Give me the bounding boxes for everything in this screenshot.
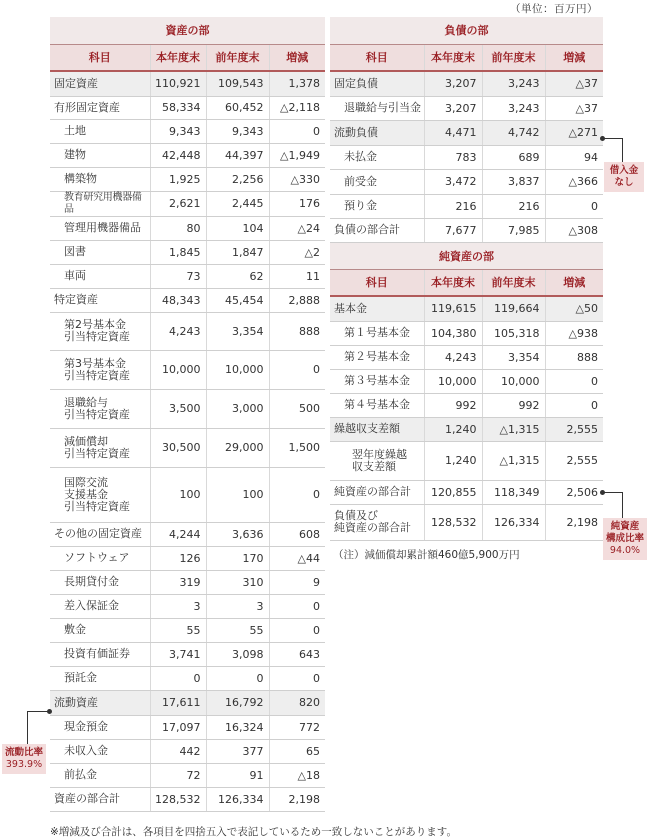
change-value: 0	[545, 369, 603, 393]
change-value: 0	[545, 393, 603, 417]
col-item: 科目	[330, 269, 424, 296]
current-value: 10,000	[150, 350, 206, 389]
row-label: 第１号基本金	[330, 321, 424, 345]
previous-value: △1,315	[482, 441, 545, 480]
netassets-section-title: 純資産の部	[330, 242, 603, 269]
row-label: 未収入金	[50, 739, 150, 763]
previous-value: 45,454	[206, 288, 269, 312]
current-value: 4,244	[150, 522, 206, 546]
current-value: 1,925	[150, 167, 206, 191]
previous-value: 91	[206, 763, 269, 787]
change-value: 1,378	[269, 71, 325, 96]
current-value: 128,532	[150, 787, 206, 811]
table-row	[50, 666, 325, 690]
row-label: 管理用機器備品	[50, 216, 150, 240]
row-label: 差入保証金	[50, 594, 150, 618]
row-label: ソフトウェア	[50, 546, 150, 570]
table-row	[50, 787, 325, 811]
row-label: 前払金	[50, 763, 150, 787]
current-ratio-connector	[27, 711, 49, 712]
col-previous: 前年度末	[482, 269, 545, 296]
current-value: 100	[150, 467, 206, 522]
table-row	[50, 739, 325, 763]
previous-value: 310	[206, 570, 269, 594]
previous-value: 29,000	[206, 428, 269, 467]
table-row	[330, 480, 603, 504]
previous-value: 126,334	[482, 504, 545, 540]
borrowing-line1: 借入金	[609, 165, 639, 176]
col-item: 科目	[330, 44, 424, 71]
row-label: 基本金	[330, 296, 424, 321]
previous-value: 119,664	[482, 296, 545, 321]
table-row	[330, 441, 603, 480]
table-row	[50, 467, 325, 522]
change-value: 9	[269, 570, 325, 594]
row-label: 第２号基本金	[330, 345, 424, 369]
table-row	[50, 389, 325, 428]
row-label: 未払金	[330, 145, 424, 169]
row-label: 第３号基本金	[330, 369, 424, 393]
col-current: 本年度末	[424, 44, 482, 71]
change-value: 0	[269, 119, 325, 143]
col-change: 増減	[545, 269, 603, 296]
assets-table	[50, 17, 325, 812]
table-row	[50, 312, 325, 350]
change-value: 2,888	[269, 288, 325, 312]
current-value: 80	[150, 216, 206, 240]
previous-value: 44,397	[206, 143, 269, 167]
current-value: 783	[424, 145, 482, 169]
previous-value: 2,256	[206, 167, 269, 191]
table-row	[330, 296, 603, 321]
table-row	[330, 417, 603, 441]
previous-value: 62	[206, 264, 269, 288]
borrowing-connector	[603, 138, 623, 139]
previous-value: 60,452	[206, 96, 269, 119]
table-row	[50, 642, 325, 666]
previous-value: 104	[206, 216, 269, 240]
current-value: 4,243	[150, 312, 206, 350]
change-value: △18	[269, 763, 325, 787]
netassets-column-header	[330, 269, 603, 296]
previous-value: 105,318	[482, 321, 545, 345]
row-label: 退職給与引当金	[330, 96, 424, 120]
change-value: 2,198	[545, 504, 603, 540]
previous-value: 10,000	[482, 369, 545, 393]
row-label: 負債の部合計	[330, 218, 424, 242]
liabilities-column-header	[330, 44, 603, 71]
row-label: 固定資産	[50, 71, 150, 96]
col-current: 本年度末	[150, 44, 206, 71]
previous-value: 109,543	[206, 71, 269, 96]
current-value: 58,334	[150, 96, 206, 119]
table-row	[50, 546, 325, 570]
borrowing-connector-vertical	[622, 138, 623, 162]
previous-value: 992	[482, 393, 545, 417]
change-value: 0	[269, 350, 325, 389]
change-value: △308	[545, 218, 603, 242]
table-row	[50, 240, 325, 264]
row-label: 流動資産	[50, 690, 150, 715]
table-row	[50, 522, 325, 546]
col-current: 本年度末	[424, 269, 482, 296]
row-label: 敷金	[50, 618, 150, 642]
unit-label: （単位：百万円）	[510, 3, 598, 15]
row-label: 特定資産	[50, 288, 150, 312]
current-ratio-label: 流動比率	[4, 747, 43, 758]
change-value: 2,198	[269, 787, 325, 811]
previous-value: 3,243	[482, 71, 545, 96]
netassets-section-header	[330, 242, 603, 269]
change-value: △330	[269, 167, 325, 191]
previous-value: 3,098	[206, 642, 269, 666]
previous-value: 4,742	[482, 120, 545, 145]
table-row	[330, 145, 603, 169]
row-label: 流動負債	[330, 120, 424, 145]
liabilities-section-title: 負債の部	[330, 17, 603, 44]
assets-section-header	[50, 17, 325, 44]
row-label: 構築物	[50, 167, 150, 191]
row-label: 第2号基本金 引当特定資産	[50, 312, 150, 350]
change-value: 0	[545, 194, 603, 218]
row-label: 純資産の部合計	[330, 480, 424, 504]
change-value: △366	[545, 169, 603, 194]
previous-value: 10,000	[206, 350, 269, 389]
change-value: 94	[545, 145, 603, 169]
current-value: 72	[150, 763, 206, 787]
net-asset-ratio-badge	[603, 518, 647, 560]
previous-value: 3	[206, 594, 269, 618]
change-value: 500	[269, 389, 325, 428]
table-row	[330, 96, 603, 120]
table-row	[50, 216, 325, 240]
change-value: △37	[545, 71, 603, 96]
row-label: 土地	[50, 119, 150, 143]
current-value: 1,240	[424, 441, 482, 480]
current-value: 9,343	[150, 119, 206, 143]
current-value: 4,471	[424, 120, 482, 145]
previous-value: 126,334	[206, 787, 269, 811]
table-row	[330, 71, 603, 96]
table-row	[50, 264, 325, 288]
row-label: 有形固定資産	[50, 96, 150, 119]
previous-value: 170	[206, 546, 269, 570]
row-label: 固定負債	[330, 71, 424, 96]
row-label: 繰越収支差額	[330, 417, 424, 441]
current-value: 104,380	[424, 321, 482, 345]
change-value: 0	[269, 467, 325, 522]
col-previous: 前年度末	[206, 44, 269, 71]
change-value: 2,506	[545, 480, 603, 504]
row-label: 第3号基本金 引当特定資産	[50, 350, 150, 389]
table-row	[50, 96, 325, 119]
change-value: △938	[545, 321, 603, 345]
current-value: 110,921	[150, 71, 206, 96]
current-value: 73	[150, 264, 206, 288]
col-change: 増減	[269, 44, 325, 71]
table-row	[50, 690, 325, 715]
table-row	[50, 763, 325, 787]
current-value: 3,207	[424, 71, 482, 96]
table-row	[330, 218, 603, 242]
depreciation-note: （注）減価償却累計額460億5,900万円	[333, 549, 520, 561]
previous-value: 16,792	[206, 690, 269, 715]
row-label: 投資有価証券	[50, 642, 150, 666]
change-value: 888	[545, 345, 603, 369]
change-value: 0	[269, 618, 325, 642]
previous-value: 1,847	[206, 240, 269, 264]
previous-value: △1,315	[482, 417, 545, 441]
current-ratio-connector-vertical	[27, 711, 28, 744]
table-row	[330, 321, 603, 345]
net-asset-label-line1: 純資産	[610, 521, 640, 532]
row-label: 減価償却 引当特定資産	[50, 428, 150, 467]
change-value: 1,500	[269, 428, 325, 467]
change-value: △37	[545, 96, 603, 120]
current-value: 4,243	[424, 345, 482, 369]
change-value: △271	[545, 120, 603, 145]
table-row	[50, 594, 325, 618]
current-value: 10,000	[424, 369, 482, 393]
current-value: 3,472	[424, 169, 482, 194]
table-row	[330, 120, 603, 145]
current-value: 17,097	[150, 715, 206, 739]
row-label: 資産の部合計	[50, 787, 150, 811]
table-row	[50, 350, 325, 389]
current-value: 17,611	[150, 690, 206, 715]
table-row	[330, 194, 603, 218]
current-value: 3	[150, 594, 206, 618]
previous-value: 3,837	[482, 169, 545, 194]
change-value: 643	[269, 642, 325, 666]
table-row	[50, 71, 325, 96]
row-label: 国際交流 支援基金 引当特定資産	[50, 467, 150, 522]
change-value: 820	[269, 690, 325, 715]
previous-value: 689	[482, 145, 545, 169]
change-value: 65	[269, 739, 325, 763]
change-value: 2,555	[545, 441, 603, 480]
table-row	[330, 504, 603, 540]
change-value: 772	[269, 715, 325, 739]
table-row	[50, 715, 325, 739]
previous-value: 2,445	[206, 191, 269, 216]
table-row	[50, 191, 325, 216]
liabilities-section-header	[330, 17, 603, 44]
rounding-note: ※増減及び合計は、各項目を四捨五入で表記しているため一致しないことがあります。	[50, 826, 457, 838]
current-value: 3,500	[150, 389, 206, 428]
table-row	[50, 143, 325, 167]
change-value: 2,555	[545, 417, 603, 441]
current-value: 30,500	[150, 428, 206, 467]
change-value: 0	[269, 594, 325, 618]
current-value: 120,855	[424, 480, 482, 504]
current-ratio-badge	[2, 744, 46, 774]
row-label: その他の固定資産	[50, 522, 150, 546]
borrowing-line2: なし	[614, 177, 634, 188]
previous-value: 3,636	[206, 522, 269, 546]
row-label: 長期貸付金	[50, 570, 150, 594]
current-value: 0	[150, 666, 206, 690]
net-asset-value: 94.0%	[609, 545, 641, 556]
row-label: 負債及び 純資産の部合計	[330, 504, 424, 540]
change-value: 11	[269, 264, 325, 288]
current-value: 3,741	[150, 642, 206, 666]
previous-value: 3,354	[482, 345, 545, 369]
current-value: 442	[150, 739, 206, 763]
assets-section-title: 資産の部	[50, 17, 325, 44]
change-value: △1,949	[269, 143, 325, 167]
change-value: 608	[269, 522, 325, 546]
row-label: 前受金	[330, 169, 424, 194]
previous-value: 16,324	[206, 715, 269, 739]
row-label: 預託金	[50, 666, 150, 690]
current-value: 126	[150, 546, 206, 570]
change-value: △24	[269, 216, 325, 240]
net-asset-connector-vertical	[622, 492, 623, 518]
table-row	[330, 369, 603, 393]
table-row	[50, 167, 325, 191]
row-label: 第４号基本金	[330, 393, 424, 417]
change-value: 888	[269, 312, 325, 350]
change-value: △44	[269, 546, 325, 570]
row-label: 預り金	[330, 194, 424, 218]
current-value: 3,207	[424, 96, 482, 120]
col-previous: 前年度末	[482, 44, 545, 71]
change-value: △2	[269, 240, 325, 264]
current-ratio-value: 393.9%	[5, 759, 43, 770]
current-value: 48,343	[150, 288, 206, 312]
current-value: 216	[424, 194, 482, 218]
previous-value: 216	[482, 194, 545, 218]
current-value: 119,615	[424, 296, 482, 321]
net-asset-label-line2: 構成比率	[605, 533, 644, 544]
previous-value: 3,000	[206, 389, 269, 428]
previous-value: 7,985	[482, 218, 545, 242]
previous-value: 9,343	[206, 119, 269, 143]
net-asset-connector	[603, 492, 623, 493]
row-label: 教育研究用機器備品	[50, 191, 150, 216]
liabilities-netassets-table	[330, 17, 603, 541]
change-value: △50	[545, 296, 603, 321]
table-row	[330, 393, 603, 417]
previous-value: 100	[206, 467, 269, 522]
table-row	[330, 169, 603, 194]
previous-value: 3,354	[206, 312, 269, 350]
current-value: 2,621	[150, 191, 206, 216]
assets-column-header	[50, 44, 325, 71]
table-row	[50, 570, 325, 594]
col-item: 科目	[50, 44, 150, 71]
current-value: 992	[424, 393, 482, 417]
table-row	[50, 428, 325, 467]
change-value: △2,118	[269, 96, 325, 119]
previous-value: 55	[206, 618, 269, 642]
current-value: 7,677	[424, 218, 482, 242]
change-value: 0	[269, 666, 325, 690]
previous-value: 118,349	[482, 480, 545, 504]
current-value: 319	[150, 570, 206, 594]
current-value: 42,448	[150, 143, 206, 167]
col-change: 増減	[545, 44, 603, 71]
table-row	[50, 119, 325, 143]
row-label: 現金預金	[50, 715, 150, 739]
borrowing-badge	[604, 162, 644, 192]
table-row	[330, 345, 603, 369]
current-value: 128,532	[424, 504, 482, 540]
previous-value: 0	[206, 666, 269, 690]
previous-value: 3,243	[482, 96, 545, 120]
table-row	[50, 618, 325, 642]
previous-value: 377	[206, 739, 269, 763]
row-label: 車両	[50, 264, 150, 288]
row-label: 図書	[50, 240, 150, 264]
row-label: 退職給与 引当特定資産	[50, 389, 150, 428]
change-value: 176	[269, 191, 325, 216]
current-value: 55	[150, 618, 206, 642]
current-value: 1,240	[424, 417, 482, 441]
row-label: 翌年度繰越 収支差額	[330, 441, 424, 480]
row-label: 建物	[50, 143, 150, 167]
table-row	[50, 288, 325, 312]
current-value: 1,845	[150, 240, 206, 264]
